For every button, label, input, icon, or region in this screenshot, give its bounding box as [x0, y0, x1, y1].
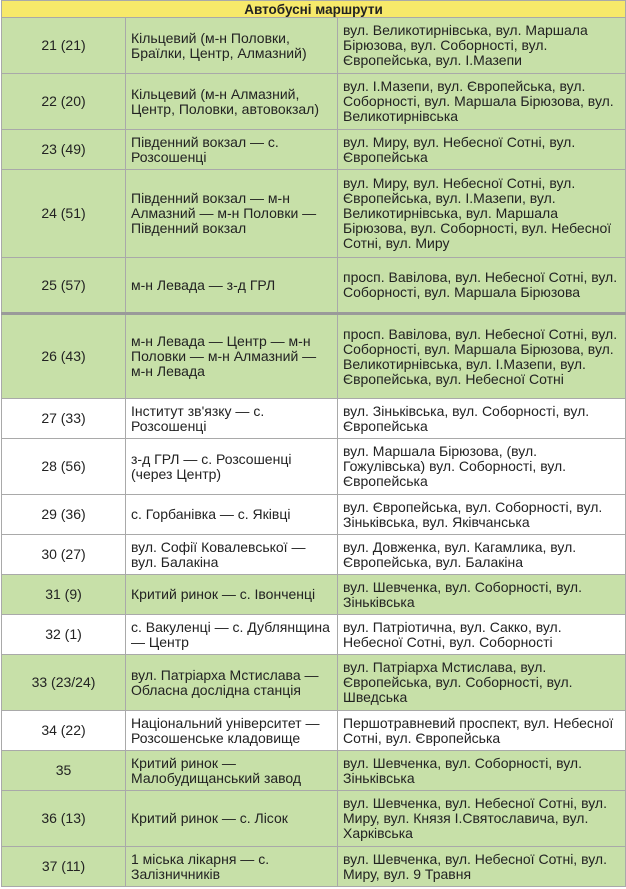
route-streets-cell: вул. Миру, вул. Небесної Сотні, вул. Європейська — [338, 130, 626, 170]
route-number-cell: 35 — [2, 751, 126, 791]
route-streets-cell: вул. І.Мазепи, вул. Європейська, вул. Соборності, вул. Маршала Бірюзова, вул. Великотирнівська — [338, 74, 626, 130]
route-name-cell: Критий ринок — с. Лісок — [126, 791, 338, 847]
route-name-cell: Південний вокзал — с. Розсошенці — [126, 130, 338, 170]
route-name-cell: Кільцевий (м-н Половки, Браїлки, Центр, Алмазний) — [126, 18, 338, 74]
route-number-cell: 37 (11) — [2, 847, 126, 887]
route-number-cell: 27 (33) — [2, 399, 126, 439]
route-streets-cell: вул. Зіньківська, вул. Соборності, вул. Європейська — [338, 399, 626, 439]
bus-routes-table — [1, 0, 626, 887]
route-streets-cell: вул. Шевченка, вул. Соборності, вул. Зіньківська — [338, 575, 626, 615]
route-name-cell: Інститут зв'язку — с. Розсошенці — [126, 399, 338, 439]
route-number-cell: 29 (36) — [2, 495, 126, 535]
route-name-cell: 1 міська лікарня — с. Залізничників — [126, 847, 338, 887]
route-number-cell: 28 (56) — [2, 439, 126, 495]
route-name-cell: с. Вакуленці — с. Дублянщина — Центр — [126, 615, 338, 655]
table-row — [2, 170, 626, 258]
route-number-cell: 30 (27) — [2, 535, 126, 575]
route-number-cell: 24 (51) — [2, 170, 126, 258]
route-streets-cell: вул. Маршала Бірюзова, (вул. Гожулівська) вул. Соборності, вул. Європейська — [338, 439, 626, 495]
route-number-cell: 34 (22) — [2, 711, 126, 751]
route-number-cell: 33 (23/24) — [2, 655, 126, 711]
route-name-cell: Південний вокзал — м-н Алмазний — м-н Половки — Південний вокзал — [126, 170, 338, 258]
table-row — [2, 130, 626, 170]
route-streets-cell: вул. Патріарха Мстислава, вул. Європейська, вул. Соборності, вул. Шведська — [338, 655, 626, 711]
table-row — [2, 791, 626, 847]
route-streets-cell: Першотравневий проспект, вул. Небесної Сотні, вул. Європейська — [338, 711, 626, 751]
table-row — [2, 439, 626, 495]
route-name-cell: Критий ринок — Малобудищанський завод — [126, 751, 338, 791]
route-name-cell: Національний університет — Розсошенське кладовище — [126, 711, 338, 751]
route-streets-cell: вул. Шевченка, вул. Небесної Сотні, вул. Миру, вул. 9 Травня — [338, 847, 626, 887]
table-row — [2, 575, 626, 615]
route-streets-cell: вул. Великотирнівська, вул. Маршала Бірюзова, вул. Соборності, вул. Європейська, вул. І.Мазепи — [338, 18, 626, 74]
table-row — [2, 535, 626, 575]
table-row — [2, 18, 626, 74]
table-row — [2, 751, 626, 791]
table-title: Автобусні маршрути — [2, 1, 626, 18]
route-name-cell: с. Горбанівка — с. Яківці — [126, 495, 338, 535]
table-row — [2, 74, 626, 130]
route-number-cell: 22 (20) — [2, 74, 126, 130]
route-streets-cell: вул. Європейська, вул. Соборності, вул. Зіньківська, вул. Яківчанська — [338, 495, 626, 535]
route-streets-cell: вул. Шевченка, вул. Соборності, вул. Зіньківська — [338, 751, 626, 791]
table-row — [2, 399, 626, 439]
table-row — [2, 495, 626, 535]
table-header-row — [2, 1, 626, 18]
table-row — [2, 711, 626, 751]
route-number-cell: 32 (1) — [2, 615, 126, 655]
route-name-cell: вул. Патріарха Мстислава — Обласна дослідна станція — [126, 655, 338, 711]
route-streets-cell: просп. Вавілова, вул. Небесної Сотні, вул. Соборності, вул. Маршала Бірюзова, вул. Великотирнівська, вул. І.Мазепи, вул. Європейська, вул. Небесної Сотні — [338, 314, 626, 399]
route-streets-cell: вул. Миру, вул. Небесної Сотні, вул. Європейська, вул. І.Мазепи, вул. Великотирнівська, вул. Маршала Бірюзова, вул. Соборності, вул. Небесної Сотні, вул. Миру — [338, 170, 626, 258]
table-body — [2, 18, 626, 887]
route-name-cell: м-н Левада — Центр — м-н Половки — м-н Алмазний — м-н Левада — [126, 314, 338, 399]
route-number-cell: 23 (49) — [2, 130, 126, 170]
route-streets-cell: вул. Шевченка, вул. Небесної Сотні, вул. Миру, вул. Князя І.Святославича, вул. Харківська — [338, 791, 626, 847]
table-row — [2, 847, 626, 887]
route-number-cell: 25 (57) — [2, 258, 126, 314]
route-streets-cell: вул. Патріотична, вул. Сакко, вул. Небесної Сотні, вул. Соборності — [338, 615, 626, 655]
route-streets-cell: вул. Довженка, вул. Кагамлика, вул. Європейська, вул. Балакіна — [338, 535, 626, 575]
route-name-cell: Кільцевий (м-н Алмазний, Центр, Половки, автовокзал) — [126, 74, 338, 130]
route-name-cell: з-д ГРЛ — с. Розсошенці (через Центр) — [126, 439, 338, 495]
route-streets-cell: просп. Вавілова, вул. Небесної Сотні, вул. Соборності, вул. Маршала Бірюзова — [338, 258, 626, 314]
route-number-cell: 31 (9) — [2, 575, 126, 615]
route-number-cell: 36 (13) — [2, 791, 126, 847]
route-name-cell: Критий ринок — с. Івонченці — [126, 575, 338, 615]
table-row — [2, 615, 626, 655]
route-name-cell: м-н Левада — з-д ГРЛ — [126, 258, 338, 314]
route-name-cell: вул. Софії Ковалевської — вул. Балакіна — [126, 535, 338, 575]
route-number-cell: 26 (43) — [2, 314, 126, 399]
route-number-cell: 21 (21) — [2, 18, 126, 74]
table-row — [2, 314, 626, 399]
table-row — [2, 655, 626, 711]
table-row — [2, 258, 626, 314]
